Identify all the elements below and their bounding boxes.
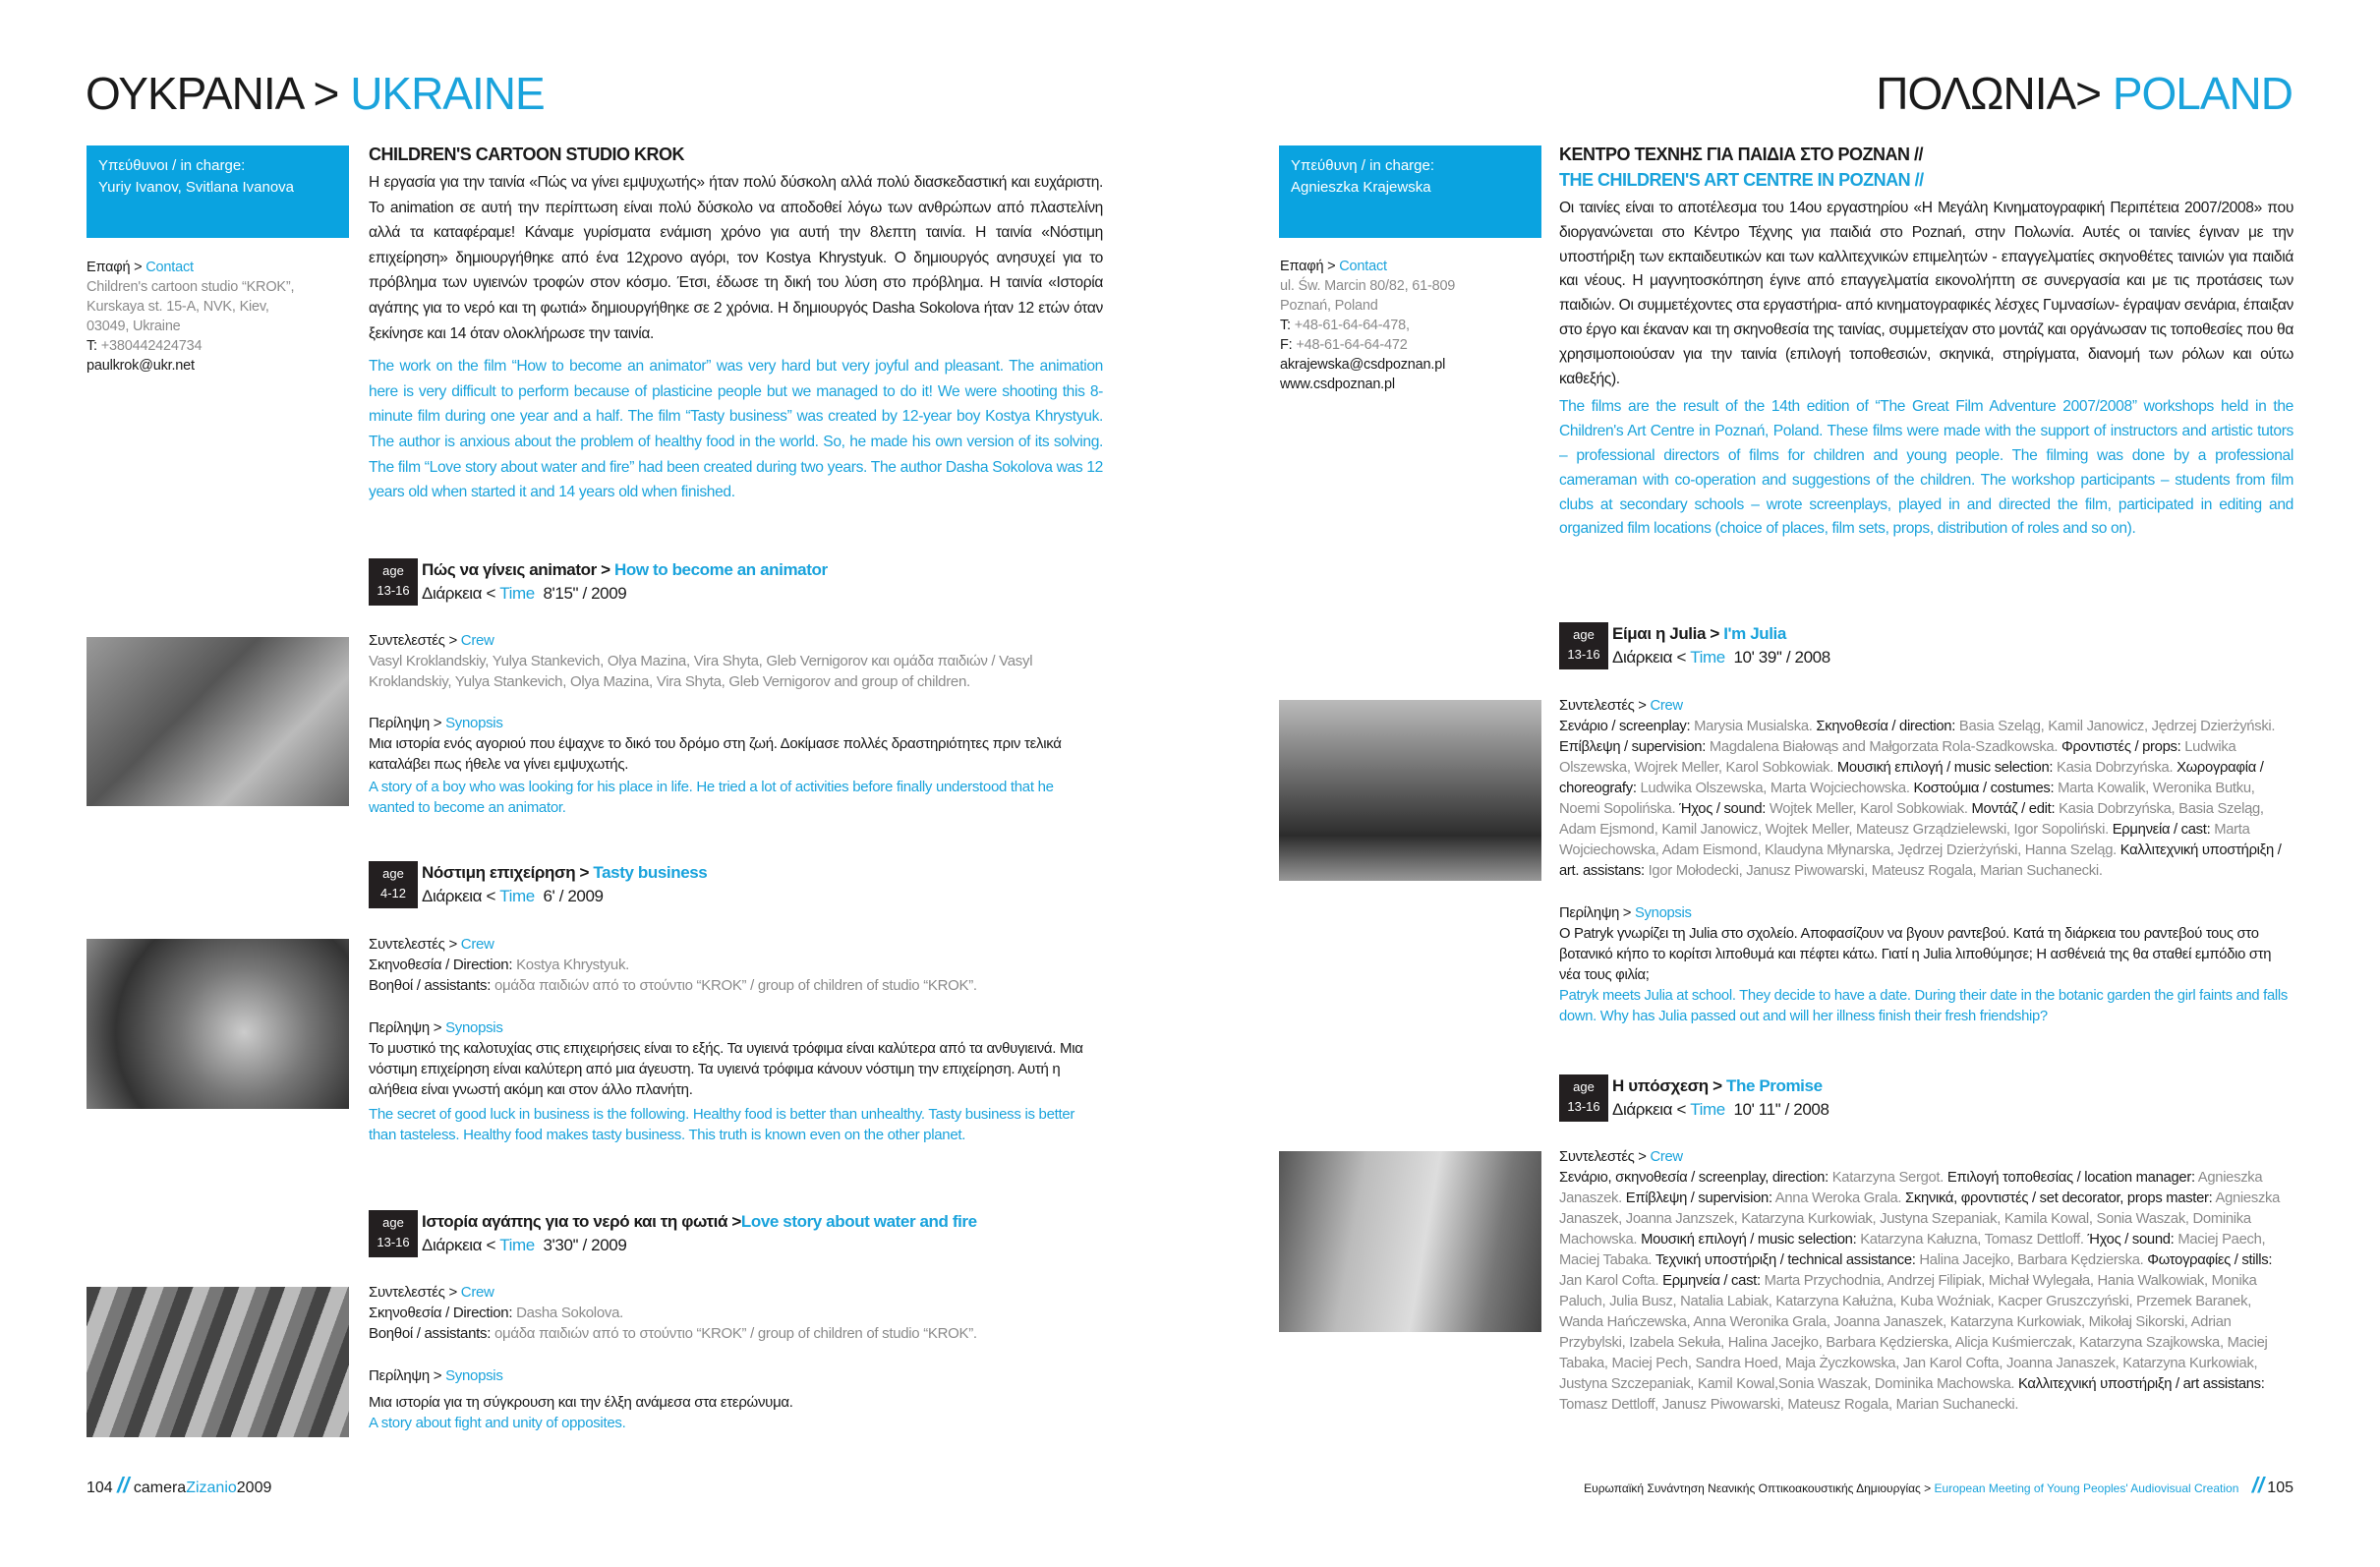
credit-names: Ludwika Olszewska, Wojrek Meller, Karol Sobkowiak.	[1559, 739, 2236, 776]
synopsis-label: Περίληψη >	[369, 1367, 442, 1384]
phone: +380442424734	[100, 338, 203, 354]
address-line: 03049, Ukraine	[87, 319, 181, 334]
credit-names: Marta Wojciechowska, Adam Eismond, Klaudyna Młynarska, Jędrzej Dzierżyński, Hanna Szeląg.	[1559, 822, 2250, 858]
film-title-greek: Ιστορία αγάπης για το νερό και τη φωτιά >	[422, 1212, 741, 1231]
film-header	[369, 1210, 1103, 1259]
studio-intro	[369, 142, 1103, 505]
credit-role: Μουσική επιλογή / music selection:	[1836, 760, 2054, 776]
duration-value: 8'15" / 2009	[543, 584, 627, 603]
centre-title-greek: ΚΕΝΤΡΟ ΤΕΧΝΗΣ ΓΙΑ ΠΑΙΔΙΑ ΣΤΟ POZNAN //	[1559, 145, 1924, 164]
phone: +48-61-64-64-478,	[1294, 318, 1410, 333]
age-badge: age 13-16	[1559, 622, 1608, 669]
centre-intro	[1559, 142, 2293, 542]
credit-role: Σκηνοθεσία / direction:	[1816, 719, 1956, 734]
assistants-label: Βοηθοί / assistants:	[369, 1325, 492, 1342]
credit-role: Επίβλεψη / supervision:	[1625, 1190, 1772, 1206]
country-english: UKRAINE	[350, 68, 545, 119]
film-title-greek: Είμαι η Julia >	[1612, 624, 1719, 643]
credit-names: Anna Weroka Grala.	[1774, 1190, 1902, 1206]
duration-value: 10' 11'' / 2008	[1733, 1100, 1829, 1119]
address-line: Poznań, Poland	[1280, 298, 1378, 314]
crew-label-en: Crew	[460, 1284, 494, 1301]
crew-label-en: Crew	[1650, 1149, 1683, 1165]
film-still-image	[87, 637, 349, 806]
synopsis-greek: Το μυστικό της καλοτυχίας στις επιχειρήσεις είναι το εξής. Τα υγιεινά τρόφιμα είναι καλύτερα από τα ανθυγιεινά. Μια νόστιμη επιχείρηση είναι καλύτερη από μια άγευστη. Τα υγιεινά τρόφιμα κάνουν νόστιμη την επιχείρηση. Αυτή η αλήθεια είναι γνωστή ακόμη και στον άλλο πλανήτη.	[369, 1040, 1083, 1098]
duration-value: 10' 39'' / 2008	[1733, 648, 1830, 667]
crew-credits	[1559, 717, 2293, 882]
in-charge-label: Υπεύθυνη / in charge:	[1291, 157, 1435, 174]
film-details	[369, 934, 1103, 1145]
contact-label-en: Contact	[145, 260, 194, 275]
credit-role: Επίβλεψη / supervision:	[1559, 739, 1707, 755]
film-details	[369, 1282, 1103, 1433]
footer-right	[1584, 1473, 2293, 1498]
slash-divider: //	[2251, 1473, 2264, 1497]
in-charge-label: Υπεύθυνοι / in charge:	[98, 157, 246, 174]
credit-names: Marta Przychodnia, Andrzej Filipiak, Michał Wylegała, Hania Walkowiak, Monika Paluch, Julia Busz, Natalia Labiak, Katarzyna Kałużna, Kuba Woźniak, Kacper Gruszczyński, Przemek Baranek, Wanda Hańczewska, Anna Weronika Grala, Joanna Janaszek, Katarzyna Kurkowiak, Mikołaj Sikorski, Adrian Przybylski, Izabela Sekuła, Halina Jacejko, Barbara Kędzierska, Alicja Kuśmierczak, Katarzyna Szajkowska, Maciej Tabaka, Maciej Pech, Sandra Hoed, Maja Życzkowska, Jan Karol Cofta, Joanna Janaszek, Katarzyna Kurkowiak, Justyna Szczepaniak, Kamil Kowal,Sonia Waszak, Dominika Machowska.	[1559, 1273, 2268, 1392]
credit-names: Agnieszka Janaszek, Joanna Janzszek, Katarzyna Kurkowiak, Justyna Szepaniak, Kamila Kowal, Sonia Waszak, Dominika Machowska.	[1559, 1190, 2281, 1248]
film-title-greek: Η υπόσχεση >	[1612, 1076, 1722, 1095]
film-details	[369, 630, 1103, 818]
synopsis-label-en: Synopsis	[1634, 905, 1692, 921]
footer-text-greek: Ευρωπαϊκή Συνάντηση Νεανικής Οπτικοακουστικής Δημιουργίας >	[1584, 1481, 1932, 1495]
credit-names: Kasia Dobrzyńska, Basia Szeląg, Adam Ejsmond, Kamil Janowicz, Wojtek Meller, Mateusz Grządzielewski, Igor Sopoliński.	[1559, 801, 2264, 838]
synopsis-english: A story about fight and unity of opposites.	[369, 1415, 626, 1431]
brand-camera: camera	[133, 1480, 187, 1496]
footer-left	[87, 1473, 271, 1498]
intro-greek: Η εργασία για την ταινία «Πώς να γίνει εμψυχωτής» ήταν πολύ δύσκολη αλλά πολύ διασκεδαστική και ευχάριστη. Το animation σε αυτή την περίπτωση είναι πολύ δύσκολο να αποδοθεί λόγω των ανθρώπων από πλαστελίνη αλλά τα καταφέραμε! Κάναμε γυρίσματα ενάμιση χρόνο για αυτή την 8λεπτη ταινία. Η ταινία «Νόστιμη επιχείρηση» δημιουργήθηκε από ένα 12χρονο αγόρι, τον Kostya Khrystyuk. Ο δημιουργός ανησυχεί για το πρόβλημα των υγιεινών τροφών στον κόσμο. Έτσι, έδωσε τη δική του λύση στο πρόβλημα. Η ταινία «Ιστορία αγάπης για το νερό και τη φωτιά» δημιουργήθηκε σε 2 χρόνια. Η δημιουργός Dasha Sokolova ήταν 12 ετών όταν ξεκίνησε και 14 όταν ολοκλήρωσε την ταινία.	[369, 174, 1103, 342]
in-charge-names: Yuriy Ivanov, Svitlana Ivanova	[98, 179, 294, 196]
contact-block	[1280, 257, 1555, 394]
credit-role: Κοστούμια / costumes:	[1913, 781, 2055, 796]
credit-names: Marysia Musialska.	[1694, 719, 1813, 734]
direction-label: Σκηνοθεσία / Direction:	[369, 957, 513, 973]
studio-title: CHILDREN'S CARTOON STUDIO KROK	[369, 145, 684, 164]
credit-role: Ερμηνεία / cast:	[2112, 822, 2211, 838]
time-label: Time	[1690, 1100, 1725, 1119]
credit-role: Σενάριο / screenplay:	[1559, 719, 1691, 734]
time-label: Time	[499, 584, 535, 603]
direction-label: Σκηνοθεσία / Direction:	[369, 1305, 513, 1321]
assistants-value: ομάδα παιδιών από το στούντιο “KROK” / group of children of studio “KROK”.	[493, 1325, 977, 1342]
crew-label: Συντελεστές >	[369, 936, 457, 953]
brand-zizanio: Zizanio	[186, 1480, 237, 1496]
time-label: Time	[1690, 648, 1725, 667]
film-header	[369, 558, 1103, 608]
credit-role: Καλλιτεχνική υποστήριξη / art. assistans:	[1559, 842, 2282, 879]
film-details	[1559, 696, 2293, 1027]
film-header	[1559, 622, 2293, 671]
assistants-label: Βοηθοί / assistants:	[369, 977, 492, 994]
intro-english: The work on the film “How to become an animator” was very hard but very joyful and pleasant. The animation here is very difficult to perform because of plasticine people but we managed to do it! We were shooting this 8-minute film during one year and a half. The film “Tasty business” was created by 12-year boy Kostya Khrystyuk. The author is anxious about the problem of healthy food in the world. So, he made his own version of its solving. The film “Love story about water and fire” had been created during two years. The author Dasha Sokolova was 12 years old when started it and 14 years old when finished.	[369, 358, 1103, 501]
crew-label: Συντελεστές >	[369, 632, 457, 649]
time-label: Time	[499, 887, 535, 905]
film-still-image	[1279, 700, 1541, 881]
credit-role: Μουσική επιλογή / music selection:	[1641, 1232, 1857, 1248]
crew-label: Συντελεστές >	[1559, 1149, 1647, 1165]
time-label: Time	[499, 1236, 535, 1254]
film-title-english: The Promise	[1725, 1076, 1823, 1095]
credit-role: Φωτογραφίες / stills:	[2147, 1252, 2273, 1268]
country-greek: ΠΟΛΩΝΙΑ>	[1876, 68, 2102, 119]
credit-role: Ήχος / sound:	[1679, 801, 1767, 817]
credit-names: Maciej Paech, Maciej Tabaka.	[1559, 1232, 2266, 1268]
synopsis-label-en: Synopsis	[445, 715, 503, 731]
credit-names: Basia Szeląg, Kamil Janowicz, Jędrzej Dzierżyński.	[1958, 719, 2276, 734]
duration-label: Διάρκεια <	[422, 887, 495, 905]
age-badge: age 13-16	[369, 558, 418, 606]
country-greek: ΟΥΚΡΑΝΙΑ >	[86, 68, 339, 119]
film-details	[1559, 1147, 2293, 1416]
credit-names: Tomasz Dettloff, Janusz Piwowarski, Mateusz Rogala, Marian Suchanecki.	[1559, 1397, 2019, 1413]
credit-role: Επιλογή τοποθεσίας / location manager:	[1946, 1170, 2195, 1186]
website-link[interactable]: www.csdpoznan.pl	[1280, 377, 1395, 392]
film-title-greek: Νόστιμη επιχείρηση >	[422, 863, 590, 882]
film-header	[1559, 1074, 2293, 1124]
crew-label-en: Crew	[460, 632, 494, 649]
in-charge-names: Agnieszka Krajewska	[1291, 179, 1431, 196]
crew-label-en: Crew	[1650, 698, 1683, 714]
credit-role: Σκηνικά, φροντιστές / set decorator, props master:	[1905, 1190, 2213, 1206]
credit-role: Ερμηνεία / cast:	[1662, 1273, 1761, 1289]
assistants-value: ομάδα παιδιών από το στούντιο “KROK” / group of children of studio “KROK”.	[493, 977, 977, 994]
film-title-greek: Πώς να γίνεις animator >	[422, 560, 610, 579]
duration-label: Διάρκεια <	[422, 1236, 495, 1254]
synopsis-english: A story of a boy who was looking for his place in life. He tried a lot of activities before finally understood that he wanted to become an animator.	[369, 779, 1054, 816]
credit-names: Wojtek Meller, Karol Sobkowiak.	[1769, 801, 1968, 817]
age-badge: age 13-16	[1559, 1074, 1608, 1122]
credit-role: Τεχνική υποστήριξη / technical assistance:	[1655, 1252, 1916, 1268]
crew-label: Συντελεστές >	[1559, 698, 1647, 714]
fax-label: F:	[1280, 337, 1293, 353]
synopsis-label-en: Synopsis	[445, 1019, 503, 1036]
credit-names: Marta Kowalik, Weronika Butku, Noemi Sopolińska.	[1559, 781, 2255, 817]
credit-names: Jan Karol Cofta.	[1559, 1273, 1659, 1289]
film-header	[369, 861, 1103, 910]
film-still-image	[87, 939, 349, 1109]
page-number: 105	[2267, 1480, 2293, 1496]
contact-label: Επαφή >	[87, 260, 143, 275]
page-number: 104	[87, 1480, 113, 1496]
synopsis-greek: Μια ιστορία ενός αγοριού που έψαχνε το δικό του δρόμο στη ζωή. Δοκίμασε πολλές δραστηριότητες πριν τελικά καταλάβει πως ήθελε να γίνει εμψυχωτής.	[369, 735, 1062, 773]
synopsis-english: Patryk meets Julia at school. They decide to have a date. During their date in the botanic garden the girl faints and falls down. Why has Julia passed out and will her illness finish their fresh friendship?	[1559, 988, 2288, 1024]
address-line: ul. Św. Marcin 80/82, 61-809	[1280, 278, 1456, 294]
intro-greek: Οι ταινίες είναι το αποτέλεσμα του 14ου εργαστηρίου «Η Μεγάλη Κινηματογραφική Περιπέτεια 2007/2008» που διοργανώνεται στο Κέντρο Τέχνης για παιδιά στο Poznań, στην Πολωνία. Αυτές οι ταινίες έγιναν με την υποστήριξη των εκπαιδευτικών και των καλλιτεχνικών επιμελητών - επαγγελματίες σκηνοθέτες ταινιών για παιδιά και νέους. Η μαγνητοσκόπηση έγινε από επαγγελματία εικονολήπτη σε συνεργασία και με τις προτάσεις των παιδιών. Οι συμμετέχοντες στα εργαστήρια- από κινηματογραφικές λέσχες Γυμνασίων- έγραψαν σενάρια, έπαιξαν στο έργο και έκαναν και τη σκηνοθεσία της ταινίας, συμμετείχαν στο μοντάζ και οργάνωσαν τις τοποθεσίες που θα χρησιμοποιούσαν για την ταινία (επιλογή τοποθεσιών, σκηνικά, στηρίγματα, διανομή των ρόλων και ούτω καθεξής).	[1559, 200, 2293, 387]
email-link[interactable]: akrajewska@csdpoznan.pl	[1280, 357, 1446, 373]
slash-divider: //	[117, 1473, 130, 1497]
credit-role: Μοντάζ / edit:	[1971, 801, 2056, 817]
crew-label-en: Crew	[460, 936, 494, 953]
credit-names: Ludwika Olszewska, Marta Wojciechowska.	[1640, 781, 1910, 796]
crew-label: Συντελεστές >	[369, 1284, 457, 1301]
centre-title-english: THE CHILDREN'S ART CENTRE IN POZNAN //	[1559, 170, 1924, 190]
synopsis-label-en: Synopsis	[445, 1367, 503, 1384]
intro-english: The films are the result of the 14th edition of “The Great Film Adventure 2007/2008” workshops held in the Children's Art Centre in Poznań, Poland. These films were made with the support of instructors and artistic tutors – professional directors of films for children and young people. The filming was done by a professional cameraman with co-operation and suggestions of the children. The workshop participants – students from film clubs at secondary schools – wrote screenplays, played in and directed the film, participated in editing and organized film locations (choice of places, film sets, props, distribution of roles and so on).	[1559, 398, 2293, 538]
credit-names: Agnieszka Janaszek.	[1559, 1170, 2263, 1206]
credit-role: Σενάριο, σκηνοθεσία / screenplay, direction:	[1559, 1170, 1829, 1186]
credit-role: Χωρογραφία / choreografy:	[1559, 760, 2264, 796]
brand-year: 2009	[236, 1480, 272, 1496]
phone-label: T:	[87, 338, 97, 354]
credit-role: Ήχος / sound:	[2087, 1232, 2175, 1248]
direction-value: Dasha Sokolova.	[516, 1305, 623, 1321]
synopsis-greek: Μια ιστορία για τη σύγκρουση και την έλξη ανάμεσα στα ετερώνυμα.	[369, 1394, 793, 1411]
duration-value: 6' / 2009	[543, 887, 604, 905]
duration-label: Διάρκεια <	[1612, 648, 1686, 667]
film-title-english: I'm Julia	[1723, 624, 1786, 643]
contact-label: Επαφή >	[1280, 259, 1336, 274]
crew-text: Vasyl Kroklandskiy, Yulya Stankevich, Olya Mazina, Vira Shyta, Gleb Vernigorov και ομάδα παιδιών / Vasyl Kroklandskiy, Yulya Stankevich, Olya Mazina, Vira Shyta, Gleb Vernigorov and group of children.	[369, 653, 1033, 690]
synopsis-english: The secret of good luck in business is the following. Healthy food is better than unhealthy. Tasty business is better than tasteless. Healthy food makes tasty business. This truth is known even on the other planet.	[369, 1106, 1075, 1143]
duration-value: 3'30'' / 2009	[543, 1236, 627, 1254]
credit-role: Καλλιτεχνική υποστήριξη / art assistans:	[2018, 1376, 2265, 1392]
synopsis-label: Περίληψη >	[369, 1019, 442, 1036]
film-title-english: How to become an animator	[614, 560, 828, 579]
age-badge: age 13-16	[369, 1210, 418, 1257]
in-charge-box	[87, 145, 349, 238]
fax: +48-61-64-64-472	[1296, 337, 1408, 353]
email-link[interactable]: paulkrok@ukr.net	[87, 358, 195, 374]
credit-names: Magdalena Białowąs and Małgorzata Rola-Szadkowska.	[1709, 739, 2059, 755]
contact-block	[87, 258, 362, 376]
film-title-english: Love story about water and fire	[740, 1212, 977, 1231]
credit-names: Igor Mołodecki, Janusz Piwowarski, Mateusz Rogala, Marian Suchanecki.	[1648, 863, 2103, 879]
age-badge: age 4-12	[369, 861, 418, 908]
country-english: POLAND	[2112, 68, 2293, 119]
credit-names: Katarzyna Sergot.	[1831, 1170, 1945, 1186]
duration-label: Διάρκεια <	[422, 584, 495, 603]
credit-names: Kasia Dobrzyńska.	[2057, 760, 2174, 776]
film-still-image	[1279, 1151, 1541, 1332]
in-charge-box	[1279, 145, 1541, 238]
phone-label: T:	[1280, 318, 1291, 333]
synopsis-label: Περίληψη >	[369, 715, 442, 731]
credit-role: Φροντιστές / props:	[2061, 739, 2181, 755]
contact-label-en: Contact	[1339, 259, 1387, 274]
film-title-english: Tasty business	[593, 863, 708, 882]
synopsis-label: Περίληψη >	[1559, 905, 1632, 921]
film-still-image	[87, 1287, 349, 1437]
credit-names: Katarzyna Kałuzna, Tomasz Dettloff.	[1860, 1232, 2084, 1248]
country-heading-ukraine	[86, 67, 545, 120]
credit-names: Halina Jacejko, Barbara Kędzierska.	[1919, 1252, 2144, 1268]
footer-text-english: European Meeting of Young Peoples' Audiovisual Creation	[1934, 1481, 2239, 1495]
crew-credits	[1559, 1168, 2293, 1416]
duration-label: Διάρκεια <	[1612, 1100, 1686, 1119]
address-line: Children's cartoon studio “KROK”,	[87, 279, 295, 295]
country-heading-poland	[1876, 67, 2293, 120]
address-line: Kurskaya st. 15-A, NVK, Kiev,	[87, 299, 269, 315]
synopsis-greek: Ο Patryk γνωρίζει τη Julia στο σχολείο. Αποφασίζουν να βγουν ραντεβού. Κατά τη διάρκεια του ραντεβού τους στο βοτανικό κήπο το κορίτσι λιποθυμά και πέφτει κάτω. Γιατί η Julia λιποθύμησε; Η ασθένειά της θα σταθεί εμπόδιο στη νέα τους φιλία;	[1559, 926, 2272, 983]
direction-value: Kostya Khrystyuk.	[516, 957, 630, 973]
